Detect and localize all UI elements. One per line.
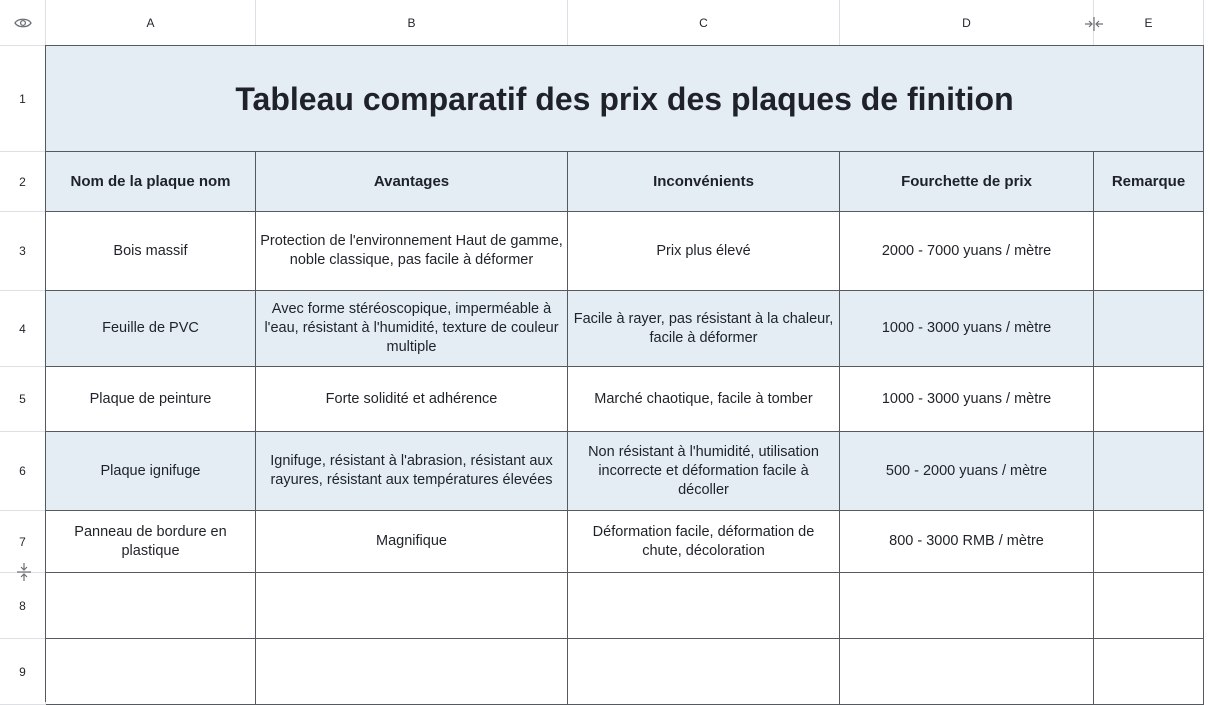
row-header-2[interactable]: 2 xyxy=(0,152,46,212)
grid-top-border xyxy=(45,45,1204,46)
header-cell[interactable]: Inconvénients xyxy=(568,152,840,212)
table-cell[interactable] xyxy=(840,639,1094,705)
column-header-a[interactable]: A xyxy=(46,0,256,46)
table-cell[interactable]: Non résistant à l'humidité, utilisation incorrecte et déformation facile à décoller xyxy=(568,432,840,511)
row-header-4[interactable]: 4 xyxy=(0,291,46,367)
table-cell[interactable] xyxy=(568,639,840,705)
table-cell[interactable] xyxy=(1094,291,1204,367)
table-cell[interactable]: Magnifique xyxy=(256,511,568,573)
table-cell[interactable]: Bois massif xyxy=(46,212,256,291)
table-cell[interactable] xyxy=(1094,639,1204,705)
table-cell[interactable]: Avec forme stéréoscopique, imperméable à l'eau, résistant à l'humidité, texture de couleur multiple xyxy=(256,291,568,367)
table-cell[interactable]: 1000 - 3000 yuans / mètre xyxy=(840,367,1094,432)
header-cell[interactable]: Avantages xyxy=(256,152,568,212)
table-cell[interactable]: 500 - 2000 yuans / mètre xyxy=(840,432,1094,511)
column-header-d[interactable]: D xyxy=(840,0,1094,46)
grid-left-border xyxy=(45,46,46,702)
table-cell[interactable] xyxy=(840,573,1094,639)
table-cell[interactable] xyxy=(256,573,568,639)
row-header-3[interactable]: 3 xyxy=(0,212,46,291)
row-resize-icon[interactable] xyxy=(15,562,33,582)
table-cell[interactable] xyxy=(256,639,568,705)
table-cell[interactable]: Plaque ignifuge xyxy=(46,432,256,511)
row-header-1[interactable]: 1 xyxy=(0,46,46,152)
table-cell[interactable]: Protection de l'environnement Haut de gamme, noble classique, pas facile à déformer xyxy=(256,212,568,291)
table-cell[interactable]: Prix plus élevé xyxy=(568,212,840,291)
row-header-8[interactable]: 8 xyxy=(0,573,46,639)
table-cell[interactable]: 800 - 3000 RMB / mètre xyxy=(840,511,1094,573)
table-cell[interactable]: Panneau de bordure en plastique xyxy=(46,511,256,573)
select-all-corner[interactable] xyxy=(0,0,46,46)
eye-icon[interactable] xyxy=(14,17,32,29)
table-cell[interactable]: Feuille de PVC xyxy=(46,291,256,367)
table-cell[interactable] xyxy=(568,573,840,639)
row-header-9[interactable]: 9 xyxy=(0,639,46,705)
column-header-c[interactable]: C xyxy=(568,0,840,46)
column-header-e[interactable]: E xyxy=(1094,0,1204,46)
column-resize-icon[interactable] xyxy=(1083,15,1105,33)
table-cell[interactable] xyxy=(1094,432,1204,511)
table-cell[interactable] xyxy=(1094,367,1204,432)
row-header-5[interactable]: 5 xyxy=(0,367,46,432)
header-cell[interactable]: Remarque xyxy=(1094,152,1204,212)
row-header-7[interactable]: 7 xyxy=(0,511,46,573)
column-header-b[interactable]: B xyxy=(256,0,568,46)
table-cell[interactable]: 1000 - 3000 yuans / mètre xyxy=(840,291,1094,367)
table-cell[interactable]: 2000 - 7000 yuans / mètre xyxy=(840,212,1094,291)
table-cell[interactable] xyxy=(1094,511,1204,573)
table-cell[interactable]: Marché chaotique, facile à tomber xyxy=(568,367,840,432)
table-cell[interactable] xyxy=(46,639,256,705)
table-cell[interactable] xyxy=(46,573,256,639)
table-cell[interactable]: Plaque de peinture xyxy=(46,367,256,432)
table-cell[interactable]: Forte solidité et adhérence xyxy=(256,367,568,432)
sheet-title[interactable]: Tableau comparatif des prix des plaques de finition xyxy=(46,46,1204,152)
table-cell[interactable]: Ignifuge, résistant à l'abrasion, résistant aux rayures, résistant aux températures élevées xyxy=(256,432,568,511)
table-cell[interactable] xyxy=(1094,212,1204,291)
header-cell[interactable]: Nom de la plaque nom xyxy=(46,152,256,212)
table-cell[interactable]: Facile à rayer, pas résistant à la chaleur, facile à déformer xyxy=(568,291,840,367)
row-header-6[interactable]: 6 xyxy=(0,432,46,511)
table-cell[interactable] xyxy=(1094,573,1204,639)
table-cell[interactable]: Déformation facile, déformation de chute, décoloration xyxy=(568,511,840,573)
header-cell[interactable]: Fourchette de prix xyxy=(840,152,1094,212)
